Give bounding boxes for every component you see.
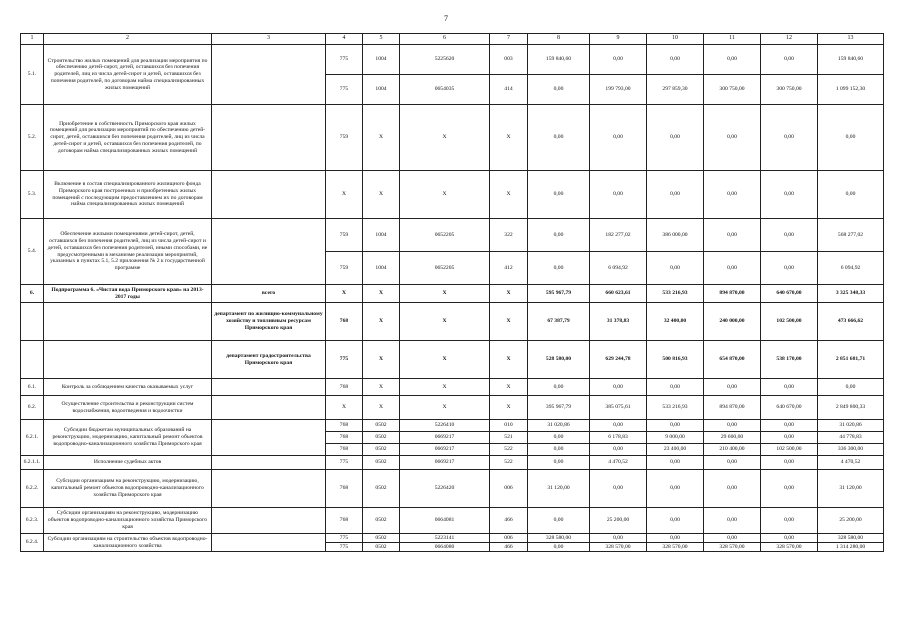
row-name: Подпрограмма 6. «Чистая вода Приморского края» на 2013- 2017 годы <box>44 285 212 303</box>
value-cell: 528 580,00 <box>528 341 590 379</box>
value-cell: 0502 <box>363 456 400 470</box>
value-cell: X <box>326 396 363 420</box>
value-cell: 538 170,00 <box>761 341 818 379</box>
executor-cell <box>212 171 326 219</box>
value-cell: 328 570,00 <box>704 543 761 552</box>
table-row <box>21 341 884 379</box>
value-cell: X <box>490 105 528 171</box>
value-cell: 0,00 <box>590 379 647 396</box>
value-cell: 5226420 <box>400 470 490 508</box>
value-cell: 521 <box>490 432 528 444</box>
row-name: Исполнение судебных актов <box>44 456 212 470</box>
value-cell: 0,00 <box>528 432 590 444</box>
value-cell: 0,00 <box>704 105 761 171</box>
row-number: 6.2.2. <box>21 470 44 508</box>
table-row <box>21 285 884 303</box>
table-row <box>21 303 884 341</box>
value-cell: 67 387,79 <box>528 303 590 341</box>
value-cell: 31 020,86 <box>528 420 590 432</box>
row-number: 6.2.4. <box>21 534 44 552</box>
executor-cell <box>212 470 326 508</box>
row-name: Субсидии бюджетам муниципальных образований на реконструкцию, модернизацию, капитальный ремонт объектов водопроводно-канализационного хозяйства Приморского края <box>44 420 212 456</box>
executor-cell: департамент по жилищно-коммунальному хозяйству и топливным ресурсам Приморского края <box>212 303 326 341</box>
value-cell: 0502 <box>363 432 400 444</box>
value-cell: X <box>363 171 400 219</box>
value-cell: X <box>400 171 490 219</box>
executor-cell: всего <box>212 285 326 303</box>
value-cell: 654 870,00 <box>704 341 761 379</box>
value-cell: 25 200,00 <box>590 508 647 534</box>
value-cell: 23 400,00 <box>647 444 704 456</box>
executor-cell <box>212 420 326 456</box>
value-cell: 2 851 681,71 <box>818 341 884 379</box>
value-cell: 0,00 <box>704 252 761 285</box>
value-cell: 0,00 <box>704 45 761 75</box>
value-cell: 32 400,00 <box>647 303 704 341</box>
executor-cell <box>212 534 326 552</box>
value-cell: 1 099 152,30 <box>818 75 884 105</box>
value-cell: 0,00 <box>818 105 884 171</box>
value-cell: X <box>400 303 490 341</box>
value-cell: 5223141 <box>400 534 490 543</box>
row-name: Субсидии организациям на строительство объектов водопроводно-канализационного хозяйства <box>44 534 212 552</box>
row-number: 5.2. <box>21 105 44 171</box>
value-cell: 159 840,60 <box>528 45 590 75</box>
value-cell: 894 870,00 <box>704 396 761 420</box>
value-cell: X <box>363 341 400 379</box>
value-cell: 894 870,00 <box>704 285 761 303</box>
table-row <box>21 534 884 543</box>
value-cell: 0,00 <box>761 105 818 171</box>
value-cell: 473 666,62 <box>818 303 884 341</box>
value-cell: 0652205 <box>400 219 490 252</box>
value-cell: 0,00 <box>761 219 818 252</box>
value-cell: 0,00 <box>647 171 704 219</box>
value-cell: 0,00 <box>761 470 818 508</box>
value-cell: 640 670,00 <box>761 396 818 420</box>
value-cell: 395 967,79 <box>528 396 590 420</box>
value-cell: 31 378,83 <box>590 303 647 341</box>
value-cell: 768 <box>326 432 363 444</box>
table-row <box>21 45 884 75</box>
value-cell: X <box>363 379 400 396</box>
executor-cell <box>212 456 326 470</box>
value-cell: 768 <box>326 303 363 341</box>
table-row <box>21 456 884 470</box>
value-cell: 0652205 <box>400 252 490 285</box>
value-cell: 660 623,61 <box>590 285 647 303</box>
value-cell: 0502 <box>363 444 400 456</box>
value-cell: X <box>363 303 400 341</box>
value-cell: X <box>490 285 528 303</box>
value-cell: 0,00 <box>818 171 884 219</box>
value-cell: 010 <box>490 420 528 432</box>
value-cell: X <box>400 105 490 171</box>
value-cell: X <box>400 341 490 379</box>
value-cell: 6 094,92 <box>818 252 884 285</box>
value-cell: 0,00 <box>704 456 761 470</box>
value-cell: 0,00 <box>647 456 704 470</box>
value-cell: 0,00 <box>528 252 590 285</box>
value-cell: 297 859,30 <box>647 75 704 105</box>
value-cell: 328 570,00 <box>761 543 818 552</box>
value-cell: 0,00 <box>818 379 884 396</box>
value-cell: 328 580,00 <box>818 534 884 543</box>
table-row <box>21 171 884 219</box>
value-cell: 0,00 <box>528 456 590 470</box>
value-cell: 199 793,00 <box>590 75 647 105</box>
table-row <box>21 105 884 171</box>
value-cell: 4 470,52 <box>818 456 884 470</box>
row-number: 6.2.1. <box>21 420 44 456</box>
value-cell: 386 000,00 <box>647 219 704 252</box>
value-cell: 0654035 <box>400 75 490 105</box>
row-number: 6.2.1.1. <box>21 456 44 470</box>
value-cell: 0,00 <box>647 105 704 171</box>
table-row <box>21 508 884 534</box>
value-cell: X <box>490 379 528 396</box>
value-cell: 0,00 <box>761 456 818 470</box>
value-cell: 533 216,93 <box>647 285 704 303</box>
value-cell: X <box>490 341 528 379</box>
value-cell: 759 <box>326 105 363 171</box>
value-cell: 0502 <box>363 470 400 508</box>
value-cell: 0,00 <box>528 379 590 396</box>
value-cell: 768 <box>326 508 363 534</box>
row-name <box>44 341 212 379</box>
value-cell: 775 <box>326 75 363 105</box>
executor-cell: департамент градостроительства Приморского края <box>212 341 326 379</box>
row-name: Обеспечение жилыми помещениями детей-сирот, детей, оставшихся без попечения родителей, лиц из числа детей-сирот и детей, оставшихся без попечения родителей, иными способами, не предусмотренными в механизме реализации мероприятий, указанных в пунктах 5.1, 5.2 приложения № 2 к государственной программе <box>44 219 212 285</box>
value-cell: 0669217 <box>400 432 490 444</box>
value-cell: 1004 <box>363 45 400 75</box>
value-cell: 300 750,00 <box>761 75 818 105</box>
value-cell: 0,00 <box>590 105 647 171</box>
value-cell: 1004 <box>363 252 400 285</box>
header-cell: 5 <box>363 34 400 45</box>
value-cell: 1004 <box>363 219 400 252</box>
value-cell: 5226410 <box>400 420 490 432</box>
row-name: Приобретение в собственность Приморского края жилых помещений для реализации мероприятий по обеспечению детей-сирот, детей, оставшихся без попечения родителей, лиц из числа детей-сирот и детей, оставшихся без попечения родителей, по договорам найма специализированных жилых помещений <box>44 105 212 171</box>
value-cell: 5225620 <box>400 45 490 75</box>
executor-cell <box>212 379 326 396</box>
value-cell: 003 <box>490 45 528 75</box>
value-cell: 0,00 <box>528 75 590 105</box>
value-cell: 568 277,02 <box>818 219 884 252</box>
value-cell: 102 500,00 <box>761 444 818 456</box>
row-name: Осуществление строительства и реконструкции систем водоснабжения, водоотведения и водоочистки <box>44 396 212 420</box>
executor-cell <box>212 396 326 420</box>
value-cell: 0,00 <box>528 171 590 219</box>
value-cell: 2 849 800,33 <box>818 396 884 420</box>
value-cell: 31 120,00 <box>818 470 884 508</box>
value-cell: 0,00 <box>704 508 761 534</box>
value-cell: 3 325 348,33 <box>818 285 884 303</box>
row-number <box>21 303 44 341</box>
header-cell: 7 <box>490 34 528 45</box>
table-row <box>21 420 884 432</box>
value-cell: 629 244,78 <box>590 341 647 379</box>
value-cell: 25 200,00 <box>818 508 884 534</box>
value-cell: 0502 <box>363 543 400 552</box>
value-cell: X <box>363 396 400 420</box>
value-cell: 182 277,02 <box>590 219 647 252</box>
value-cell: 102 500,00 <box>761 303 818 341</box>
value-cell: 595 967,79 <box>528 285 590 303</box>
value-cell: 9 000,00 <box>647 432 704 444</box>
value-cell: 0,00 <box>590 444 647 456</box>
header-cell: 2 <box>44 34 212 45</box>
value-cell: 6 094,92 <box>590 252 647 285</box>
value-cell: 328 570,00 <box>647 543 704 552</box>
value-cell: 31 020,86 <box>818 420 884 432</box>
value-cell: 500 816,93 <box>647 341 704 379</box>
header-cell: 12 <box>761 34 818 45</box>
value-cell: 0,00 <box>528 444 590 456</box>
value-cell: 210 400,00 <box>704 444 761 456</box>
value-cell: X <box>326 285 363 303</box>
value-cell: 0,00 <box>647 379 704 396</box>
value-cell: 775 <box>326 45 363 75</box>
value-cell: 0,00 <box>590 171 647 219</box>
value-cell: 0,00 <box>704 379 761 396</box>
value-cell: 31 120,00 <box>528 470 590 508</box>
value-cell: 159 840,60 <box>818 45 884 75</box>
value-cell: 6 178,83 <box>590 432 647 444</box>
value-cell: 533 216,93 <box>647 396 704 420</box>
value-cell: X <box>400 285 490 303</box>
value-cell: 385 075,61 <box>590 396 647 420</box>
value-cell: 0669217 <box>400 444 490 456</box>
value-cell: 0,00 <box>761 508 818 534</box>
value-cell: X <box>400 379 490 396</box>
value-cell: 0,00 <box>647 420 704 432</box>
table-row <box>21 470 884 508</box>
value-cell: 0,00 <box>647 252 704 285</box>
budget-table <box>20 33 884 552</box>
value-cell: 768 <box>326 420 363 432</box>
value-cell: 0,00 <box>647 470 704 508</box>
value-cell: 0,00 <box>528 219 590 252</box>
value-cell: 0502 <box>363 534 400 543</box>
row-name: Контроль за соблюдением качества оказываемых услуг <box>44 379 212 396</box>
value-cell: 006 <box>490 470 528 508</box>
page-number: 7 <box>444 14 448 23</box>
row-number: 6.2. <box>21 396 44 420</box>
row-number: 5.4. <box>21 219 44 285</box>
value-cell: 0502 <box>363 508 400 534</box>
value-cell: 775 <box>326 456 363 470</box>
value-cell: 300 750,00 <box>704 75 761 105</box>
value-cell: 0,00 <box>761 45 818 75</box>
value-cell: 1 314 280,00 <box>818 543 884 552</box>
value-cell: 29 600,00 <box>704 432 761 444</box>
value-cell: 414 <box>490 75 528 105</box>
header-cell: 6 <box>400 34 490 45</box>
row-number: 5.1. <box>21 45 44 105</box>
value-cell: 0,00 <box>704 171 761 219</box>
header-cell: 8 <box>528 34 590 45</box>
value-cell: 0,00 <box>761 432 818 444</box>
value-cell: 0,00 <box>704 470 761 508</box>
table-row <box>21 379 884 396</box>
value-cell: 775 <box>326 341 363 379</box>
value-cell: 0,00 <box>590 420 647 432</box>
value-cell: X <box>490 171 528 219</box>
value-cell: 0,00 <box>761 171 818 219</box>
header-cell: 10 <box>647 34 704 45</box>
value-cell: X <box>400 396 490 420</box>
row-name: Субсидии организациям на реконструкцию, модернизацию объектов водопроводно-канализационного хозяйства Приморского края <box>44 508 212 534</box>
value-cell: 412 <box>490 252 528 285</box>
value-cell: 522 <box>490 456 528 470</box>
header-row <box>21 34 884 45</box>
value-cell: 240 000,00 <box>704 303 761 341</box>
value-cell: 0,00 <box>647 45 704 75</box>
value-cell: 0,00 <box>590 45 647 75</box>
value-cell: 0664081 <box>400 508 490 534</box>
header-cell: 11 <box>704 34 761 45</box>
value-cell: 775 <box>326 534 363 543</box>
header-cell: 9 <box>590 34 647 45</box>
value-cell: 4 470,52 <box>590 456 647 470</box>
value-cell: 768 <box>326 379 363 396</box>
value-cell: 759 <box>326 219 363 252</box>
row-number: 6.1. <box>21 379 44 396</box>
value-cell: 0,00 <box>761 420 818 432</box>
header-cell: 4 <box>326 34 363 45</box>
value-cell: 0,00 <box>647 534 704 543</box>
value-cell: 322 <box>490 219 528 252</box>
header-cell: 13 <box>818 34 884 45</box>
value-cell: 640 670,00 <box>761 285 818 303</box>
value-cell: 0,00 <box>761 534 818 543</box>
value-cell: 0,00 <box>761 379 818 396</box>
value-cell: 328 580,00 <box>528 534 590 543</box>
table-row <box>21 219 884 252</box>
value-cell: 006 <box>490 534 528 543</box>
value-cell: 0,00 <box>647 508 704 534</box>
value-cell: 759 <box>326 252 363 285</box>
value-cell: 328 570,00 <box>590 543 647 552</box>
value-cell: X <box>490 396 528 420</box>
executor-cell <box>212 508 326 534</box>
row-name: Включение в состав специализированного жилищного фонда Приморского края построенных и приобретенных жилых помещений с последующим предоставлением их по договорам найма специализированных жилых помещений <box>44 171 212 219</box>
value-cell: 466 <box>490 508 528 534</box>
value-cell: 0664080 <box>400 543 490 552</box>
table-row <box>21 396 884 420</box>
value-cell: 44 778,83 <box>818 432 884 444</box>
header-cell: 1 <box>21 34 44 45</box>
executor-cell <box>212 105 326 171</box>
row-number: 6. <box>21 285 44 303</box>
row-number: 5.3. <box>21 171 44 219</box>
row-number <box>21 341 44 379</box>
value-cell: X <box>326 171 363 219</box>
value-cell: X <box>363 105 400 171</box>
value-cell: 0,00 <box>761 252 818 285</box>
value-cell: X <box>490 303 528 341</box>
header-cell: 3 <box>212 34 326 45</box>
value-cell: 768 <box>326 444 363 456</box>
value-cell: 0,00 <box>704 534 761 543</box>
value-cell: 0,00 <box>590 534 647 543</box>
row-name: Субсидии организациям на реконструкцию, модернизацию, капитальный ремонт объектов водопроводно-канализационного хозяйства Приморского края <box>44 470 212 508</box>
value-cell: 0,00 <box>528 508 590 534</box>
value-cell: 336 300,00 <box>818 444 884 456</box>
value-cell: 0,00 <box>528 105 590 171</box>
value-cell: 775 <box>326 543 363 552</box>
row-number: 6.2.3. <box>21 508 44 534</box>
executor-cell <box>212 219 326 285</box>
value-cell: 466 <box>490 543 528 552</box>
executor-cell <box>212 45 326 105</box>
value-cell: 0502 <box>363 420 400 432</box>
row-name <box>44 303 212 341</box>
value-cell: 1004 <box>363 75 400 105</box>
value-cell: 0,00 <box>528 543 590 552</box>
value-cell: 768 <box>326 470 363 508</box>
value-cell: X <box>363 285 400 303</box>
row-name: Строительство жилых помещений для реализации мероприятия по обеспечению детей-сирот, детей, оставшихся без попечения родителей, лиц из числа детей-сирот и детей, оставшихся без попечения родителей, по договорам найма специализированных жилых помещений <box>44 45 212 105</box>
value-cell: 0669217 <box>400 456 490 470</box>
value-cell: 522 <box>490 444 528 456</box>
value-cell: 0,00 <box>704 219 761 252</box>
value-cell: 0,00 <box>590 470 647 508</box>
value-cell: 0,00 <box>704 420 761 432</box>
